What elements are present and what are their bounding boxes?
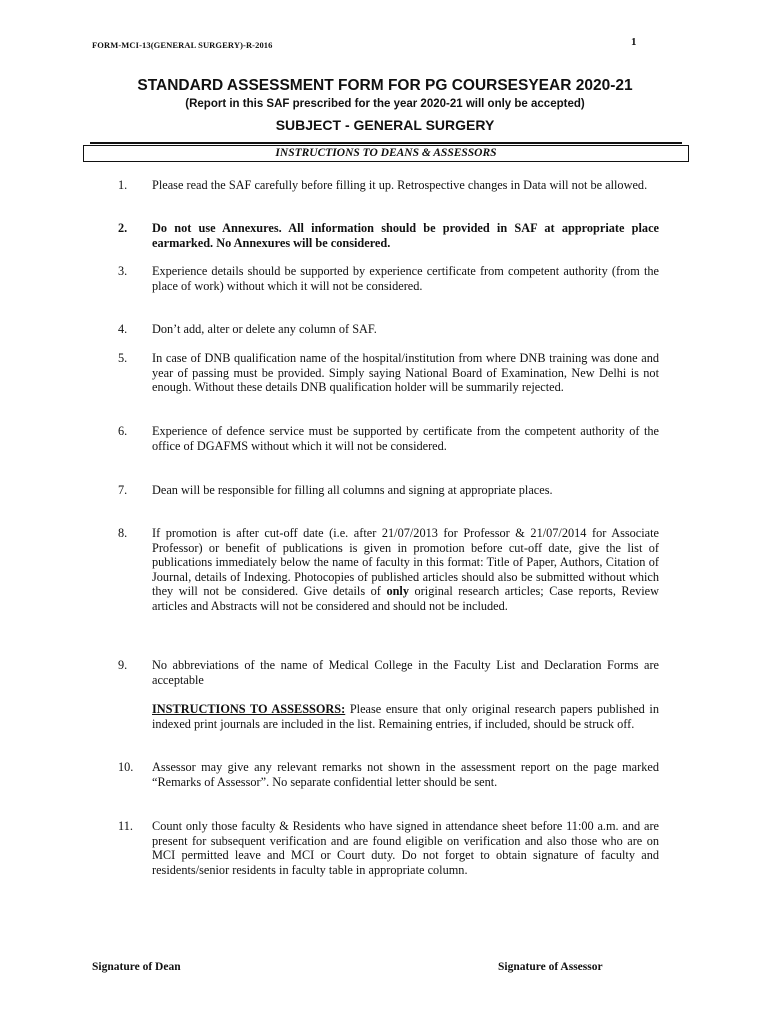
item-number: 2.	[118, 221, 128, 235]
dean-signature-label: Signature of Dean	[92, 961, 181, 973]
item-text: Assessor may give any relevant remarks not shown in the assessment report on the page marked “Remarks of Assessor”. No separate confidential letter should be sent.	[152, 760, 659, 789]
item-number: 11.	[118, 819, 133, 833]
item-text-part: original research articles; Case reports, Review articles and Abstracts will not be considered and should not be included.	[152, 584, 659, 613]
emphasis-only: only	[386, 584, 409, 599]
item-number: 5.	[118, 351, 128, 365]
item-text: Dean will be responsible for filling all columns and signing at appropriate places.	[152, 483, 553, 497]
item-number: 9.	[118, 658, 128, 672]
document-subtitle: (Report in this SAF prescribed for the year 2020-21 will only be accepted)	[185, 98, 585, 110]
item-number: 1.	[118, 178, 128, 192]
item-text: Please read the SAF carefully before filling it up. Retrospective changes in Data will not be allowed.	[152, 178, 648, 192]
item-text	[152, 702, 659, 731]
item-number: 6.	[118, 424, 128, 438]
item-text: Experience details should be supported by experience certificate from competent authority (from the place of work) without which it will not be considered.	[152, 264, 659, 293]
subject-heading: SUBJECT - GENERAL SURGERY	[275, 117, 495, 133]
item-number: 8.	[118, 526, 128, 540]
item-text: Do not use Annexures. All information should be provided in SAF at appropriate place earmarked. No Annexures will be considered.	[152, 221, 659, 250]
item-number: 7.	[118, 483, 128, 497]
item-text: Don’t add, alter or delete any column of SAF.	[152, 322, 377, 336]
item-text-part: Please ensure that only original research papers published in indexed print journals are included in the list. Remaining entries, if included, should be struck off.	[152, 702, 659, 731]
item-text: Experience of defence service must be supported by certificate from the competent authority of the office of DGAFMS without which it will not be considered.	[152, 424, 659, 453]
document-title: STANDARD ASSESSMENT FORM FOR PG COURSESYEAR 2020-21	[137, 77, 633, 94]
item-number: 4.	[118, 322, 128, 336]
assessor-signature-label: Signature of Assessor	[498, 961, 603, 973]
assessor-instructions-label: INSTRUCTIONS TO ASSESSORS:	[152, 702, 346, 716]
form-code: FORM-MCI-13(GENERAL SURGERY)-R-2016	[92, 40, 273, 50]
heading-divider	[90, 142, 682, 144]
item-text: Count only those faculty & Residents who have signed in attendance sheet before 11:00 a.m. and are present for subsequent verification and are found eligible on verification and also those who are on MCI permitted leave and MCI or Court duty. Do not forget to obtain signature of faculty and residents/senior residents in faculty table in appropriate column.	[152, 819, 659, 877]
item-number: 10.	[118, 760, 134, 774]
item-number: 3.	[118, 264, 128, 278]
item-text: In case of DNB qualification name of the hospital/institution from where DNB training was done and year of passing must be provided. Simply saying National Board of Examination, New Delhi is not enough. Without these details DNB qualification holder will be summarily rejected.	[152, 351, 659, 395]
page-number: 1	[631, 36, 637, 48]
item-text-part: If promotion is after cut-off date (i.e. after 21/07/2013 for Professor & 21/07/2014 for Associate Professor) or benefit of publications is given in promotion before cut-off date, give the list of publications immediately below the name of faculty in this format: Title of Paper, Authors, Citation of Journal, details of Indexing. Photocopies of published articles should also be submitted without which they will not be considered. Give details of	[152, 526, 659, 599]
instructions-heading: INSTRUCTIONS TO DEANS & ASSESSORS	[83, 145, 689, 162]
item-text: No abbreviations of the name of Medical College in the Faculty List and Declaration Forms are acceptable	[152, 658, 659, 687]
item-text	[152, 526, 659, 614]
